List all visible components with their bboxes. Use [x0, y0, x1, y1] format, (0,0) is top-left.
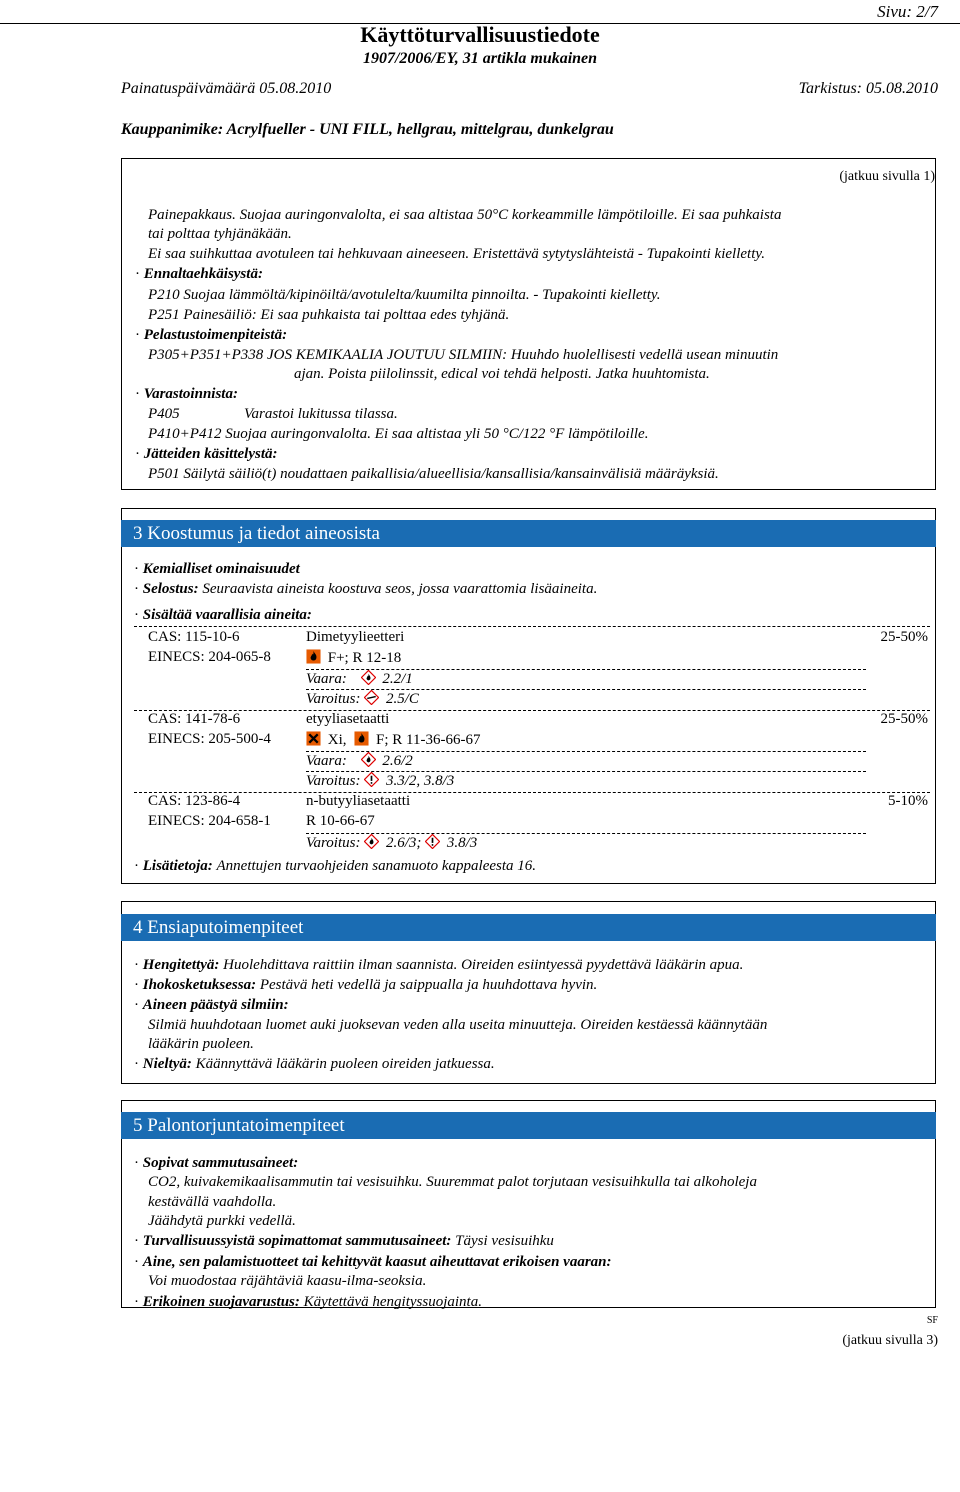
inhalation-line: · Hengitettyä: Huolehdittava raittiin ilman saannista. Oireiden esiintyessä pyydettävä lääkärin apua. — [134, 957, 744, 973]
substance-1-einecs: EINECS: 204-065-8 — [148, 649, 271, 665]
intro-line-3: Ei saa suihkuttaa avotuleen tai hehkuvaan aineeseen. Eristettävä sytytyslähteistä - Tupakointi kielletty. — [148, 246, 765, 262]
substance-1-classification: F+; R 12-18 — [306, 649, 401, 667]
substance-1-bottom-rule — [134, 710, 930, 711]
substance-2-warning: Varoitus: 3.3/2, 3.8/3 — [306, 773, 455, 789]
ghs-flame-icon — [361, 752, 376, 767]
special-hazards-heading: · Aine, sen palamistuotteet tai kehittyvät kaasut aiheuttavat erikoisen vaaran: — [134, 1254, 612, 1270]
substance-3-einecs: EINECS: 204-658-1 — [148, 813, 271, 829]
p305-statement: P305+P351+P338 JOS KEMIKAALIA JOUTUU SILMIIN: Huuhdo huolellisesti vedellä usean minuutin — [148, 347, 779, 363]
revision-date: Tarkistus: 05.08.2010 — [798, 80, 938, 97]
continued-from: (jatkuu sivulla 1) — [839, 169, 935, 184]
substance-3-cas: CAS: 123-86-4 — [148, 793, 241, 809]
substance-2-percent: 25-50% — [880, 711, 928, 727]
unsuitable-media-line: · Turvallisuussyistä sopimattomat sammutusaineet: Täysi vesisuihku — [134, 1233, 554, 1249]
special-hazards-text: Voi muodostaa räjähtäviä kaasu-ilma-seoksia. — [148, 1273, 427, 1289]
substance-3-classification: R 10-66-67 — [306, 813, 375, 829]
substance-1-warning: Varoitus: 2.5/C — [306, 691, 419, 707]
substance-1-percent: 25-50% — [880, 629, 928, 645]
response-heading: · Pelastustoimenpiteistä: — [135, 327, 288, 343]
section-4-heading: 4 Ensiaputoimenpiteet — [121, 914, 936, 941]
suitable-media-text-1: CO2, kuivakemikaalisammutin tai vesisuihku. Suuremmat palot torjutaan vesisuihkulla tai alkoholeja — [148, 1174, 757, 1190]
p251-statement: P251 Painesäiliö: Ei saa puhkaista tai polttaa edes tyhjänä. — [148, 307, 510, 323]
ghs-flame-icon — [364, 834, 379, 849]
section-5-heading: 5 Palontorjuntatoimenpiteet — [121, 1112, 936, 1139]
additional-info-line: · Lisätietoja: Annettujen turvaohjeiden sanamuoto kappaleesta 16. — [134, 858, 537, 874]
ingestion-line: · Nieltyä: Käännyttävä lääkärin puoleen oireiden jatkuessa. — [134, 1056, 495, 1072]
ghs-flame-icon — [361, 670, 376, 685]
suitable-media-text-3: Jäähdytä purkki vedellä. — [148, 1213, 296, 1229]
substance-3-name: n-butyyliasetaatti — [306, 793, 411, 809]
protective-equipment-line: · Erikoinen suojavarustus: Käytettävä hengityssuojainta. — [134, 1294, 482, 1310]
section-3-heading: 3 Koostumus ja tiedot aineosista — [121, 520, 936, 547]
eye-contact-heading: · Aineen päästyä silmiin: — [134, 997, 289, 1013]
chemical-properties-heading: · Kemialliset ominaisuudet — [134, 561, 300, 577]
storage-heading: · Varastoinnista: — [135, 386, 238, 402]
ghs-exclamation-icon — [364, 772, 379, 787]
precautionary-statements-box — [121, 158, 936, 490]
eye-contact-text-2: lääkärin puoleen. — [148, 1036, 254, 1052]
ghs-gas-cylinder-icon — [364, 690, 379, 705]
p405-text: Varastoi lukitussa tilassa. — [244, 406, 398, 422]
suitable-media-heading: · Sopivat sammutusaineet: — [134, 1155, 299, 1171]
substance-1-cas: CAS: 115-10-6 — [148, 629, 240, 645]
table-top-rule — [134, 626, 930, 627]
substance-2-classification: Xi, F; R 11-36-66-67 — [306, 731, 480, 749]
p405-code: P405 — [148, 406, 180, 422]
substance-2-name: etyyliasetaatti — [306, 711, 390, 727]
substance-2-einecs: EINECS: 205-500-4 — [148, 731, 271, 747]
ghs-exclamation-icon — [425, 834, 440, 849]
continued-on: (jatkuu sivulla 3) — [842, 1333, 938, 1348]
skin-contact-line: · Ihokosketuksessa: Pestävä heti vedellä ja saippualla ja huuhdottava hyvin. — [134, 977, 598, 993]
prevention-heading: · Ennaltaehkäisystä: — [135, 266, 263, 282]
eye-contact-text-1: Silmiä huuhdotaan luomet auki juoksevan veden alla useita minuutteja. Oireiden kestäessä käännytään — [148, 1017, 768, 1033]
p501-statement: P501 Säilytä säiliö(t) noudattaen paikallisia/alueellisia/kansallisia/kansainvälisiä määräyksiä. — [148, 466, 719, 482]
page-number: Sivu: 2/7 — [877, 2, 938, 21]
p305-statement-cont: ajan. Poista piilolinssit, edical voi tehdä helposti. Jatka huuhtomista. — [294, 366, 710, 382]
flame-icon — [354, 731, 369, 746]
suitable-media-text-2: kestävällä vaahdolla. — [148, 1194, 277, 1210]
p410-statement: P410+P412 Suojaa auringonvalolta. Ei saa altistaa yli 50 °C/122 °F lämpötiloille. — [148, 426, 649, 442]
substance-3-percent: 5-10% — [888, 793, 928, 809]
document-title: Käyttöturvallisuustiedote — [360, 22, 600, 47]
substance-1-danger: Vaara: 2.2/1 — [306, 671, 413, 687]
p210-statement: P210 Suojaa lämmöltä/kipinöiltä/avotulelta/kuumilta pinnoilta. - Tupakointi kielletty. — [148, 287, 661, 303]
document-subtitle: 1907/2006/EY, 31 artikla mukainen — [362, 50, 598, 67]
print-date: Painatuspäivämäärä 05.08.2010 — [121, 80, 332, 97]
disposal-heading: · Jätteiden käsittelystä: — [135, 446, 278, 462]
irritant-cross-icon — [306, 731, 321, 746]
substance-2-danger: Vaara: 2.6/2 — [306, 753, 413, 769]
intro-line-2: tai polttaa tyhjänäkään. — [148, 226, 292, 242]
hazardous-substances-heading: · Sisältää vaarallisia aineita: — [134, 607, 312, 623]
substance-2-cas: CAS: 141-78-6 — [148, 711, 241, 727]
language-code: SF — [926, 1315, 938, 1326]
description-line: · Selostus: Seuraavista aineista koostuva seos, jossa vaarattomia lisäaineita. — [134, 581, 598, 597]
flame-icon — [306, 649, 321, 664]
product-name: Kauppanimike: Acrylfueller - UNI FILL, hellgrau, mittelgrau, dunkelgrau — [121, 121, 614, 138]
substance-2-bottom-rule — [134, 792, 930, 793]
substance-3-warning: Varoitus: 2.6/3; 3.8/3 — [306, 835, 478, 851]
substance-1-name: Dimetyylieetteri — [306, 629, 405, 645]
intro-line-1: Painepakkaus. Suojaa auringonvalolta, ei saa altistaa 50°C korkeammille lämpötiloille. Ei saa puhkaista — [148, 207, 782, 223]
